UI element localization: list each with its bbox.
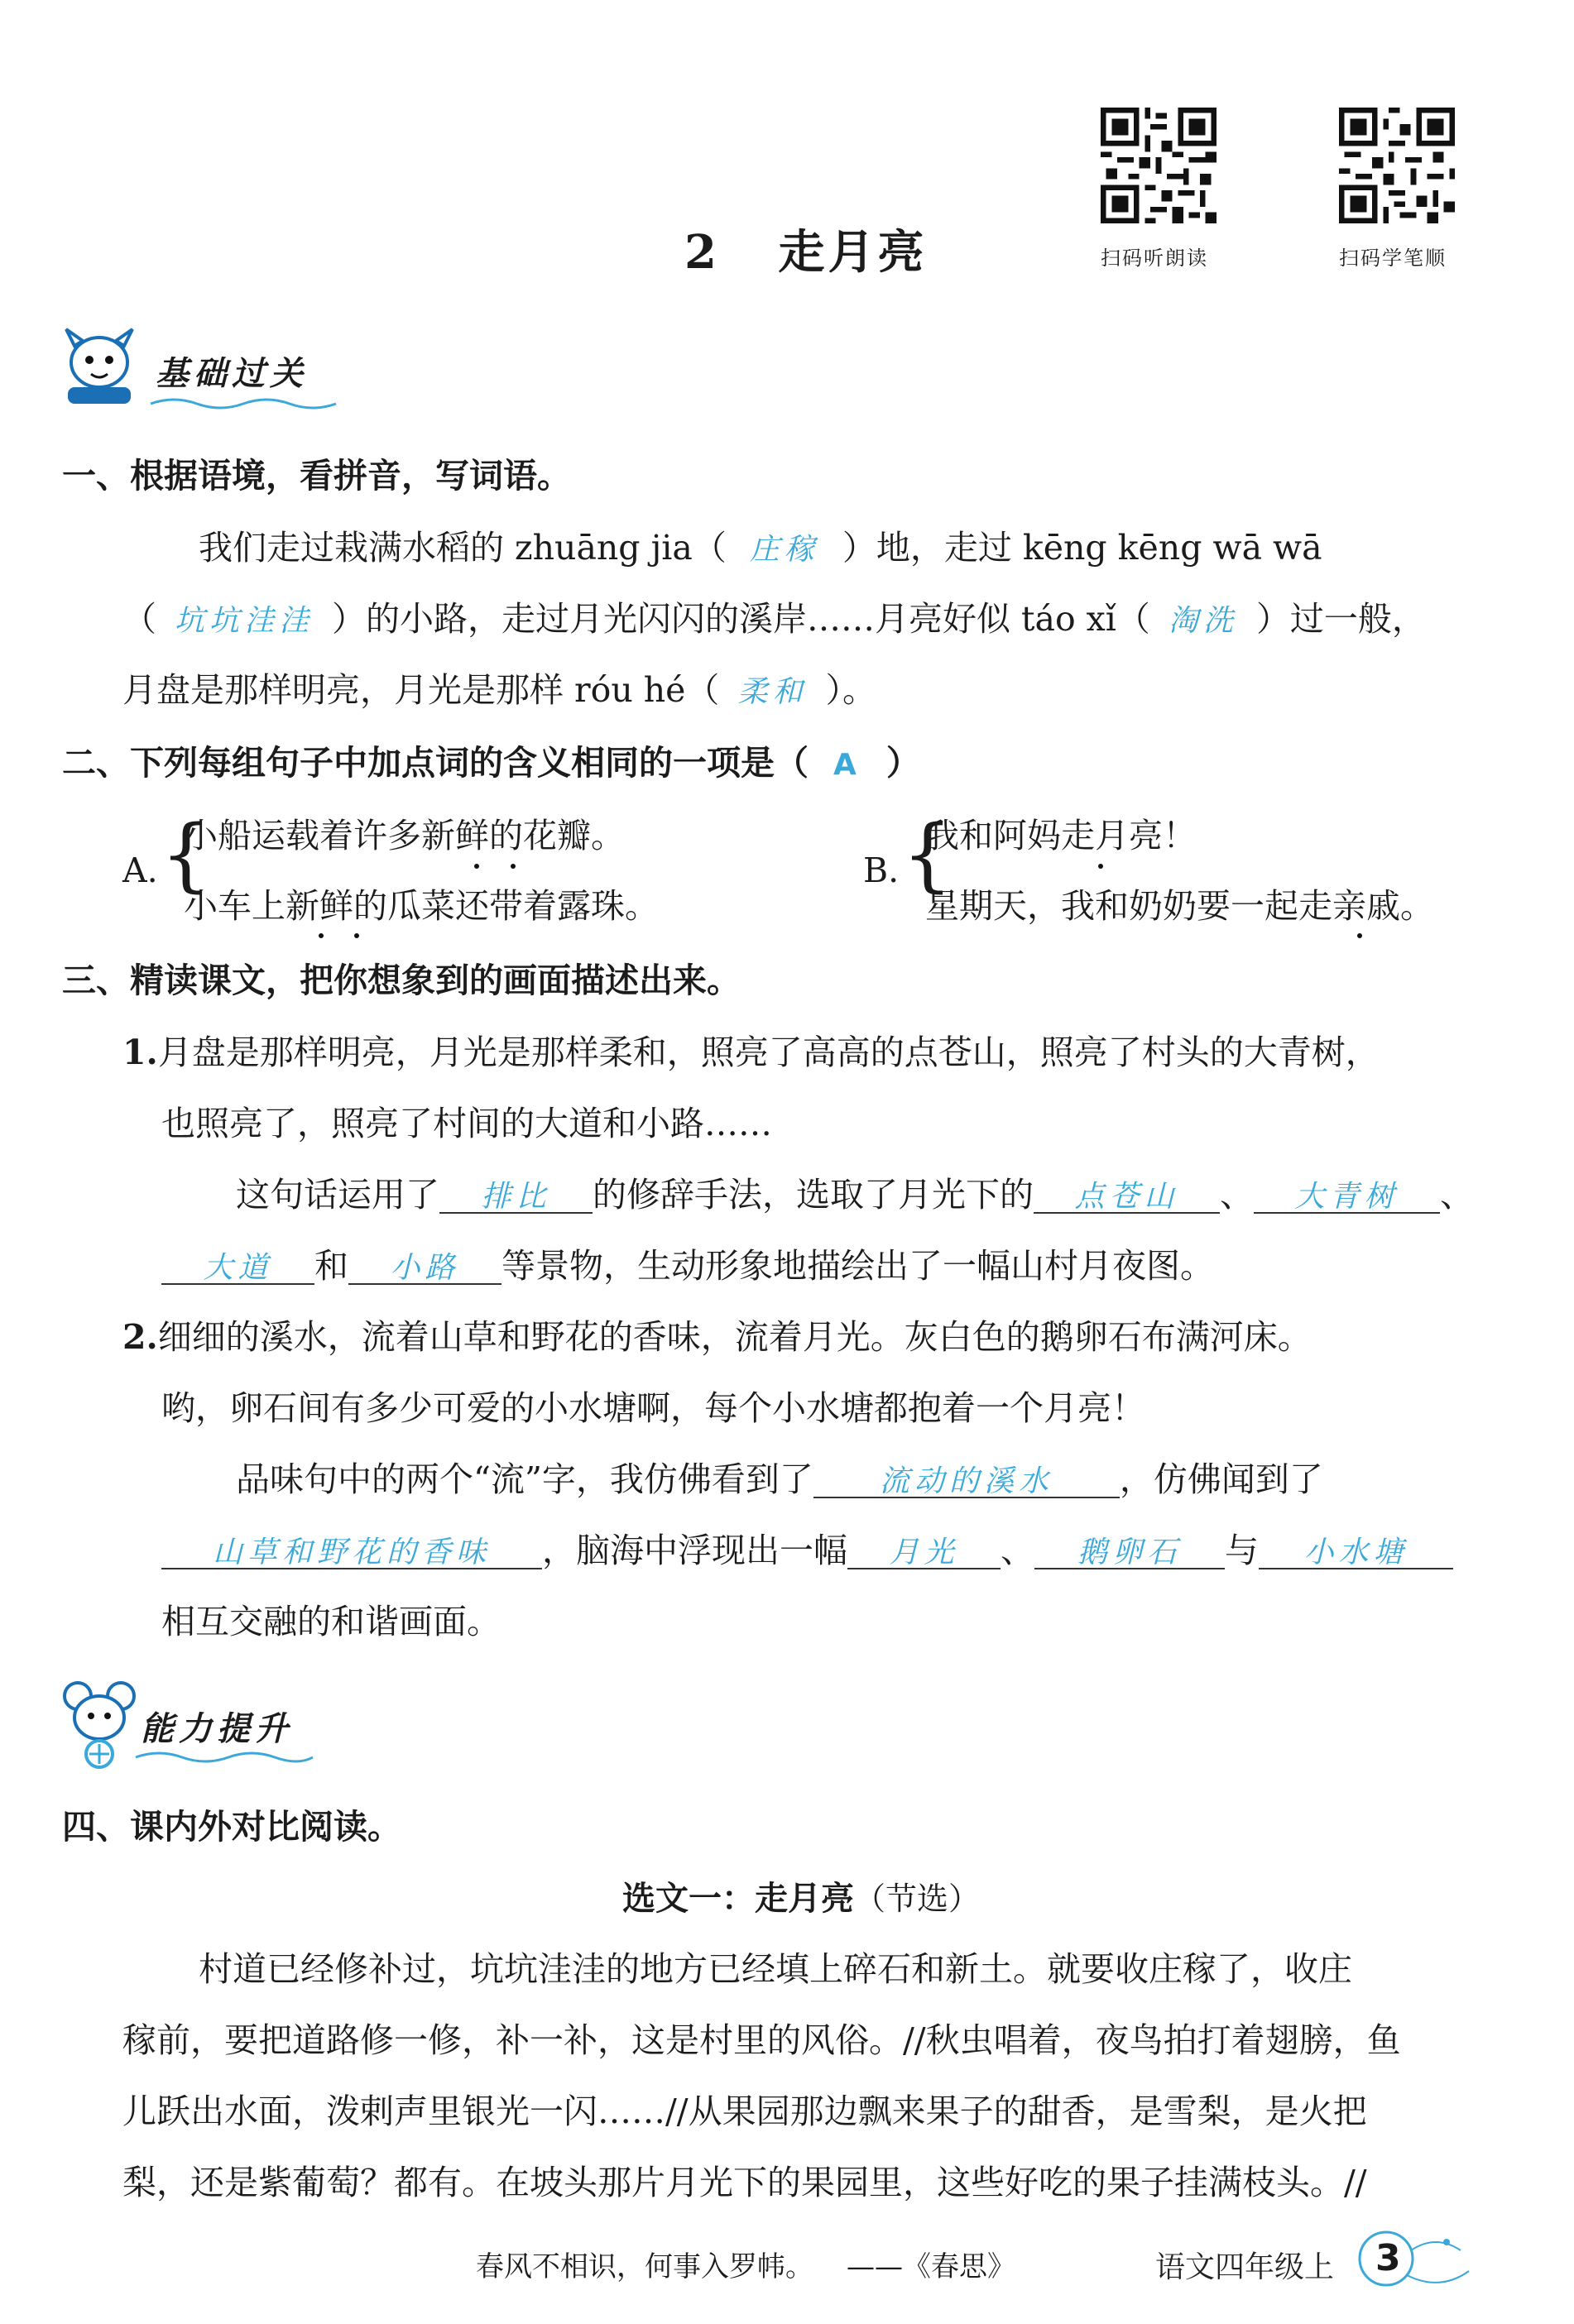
brace-b: { (902, 808, 953, 901)
passage-line4: 梨，还是紫葡萄？都有。在坡头那片月光下的果园里，这些好吃的果子挂满枝头。// (122, 2163, 1367, 2202)
lesson-name: 走月亮 (778, 225, 928, 280)
answer-eluanshi: 鹅卵石 (1034, 1538, 1225, 1569)
answer-liudong: 流动的溪水 (813, 1467, 1120, 1498)
answer-zhuangjia: 庄稼 (749, 533, 819, 567)
passage-line2: 稼前，要把道路修一修，补一补，这是村里的风俗。//秋虫唱着，夜鸟拍打着翅膀，鱼 (122, 2020, 1401, 2060)
q3-p2-q-line1: 品味句中的两个“流”字，我仿佛看到了 流动的溪水 ，仿佛闻到了 (236, 1459, 1323, 1499)
passage-line3: 儿跃出水面，泼剌声里银光一闪……//从果园那边飘来果子的甜香，是雪梨，是火把 (122, 2092, 1367, 2131)
q3-p1-q-line1: 这句话运用了 排比 的修辞手法，选取了月光下的 点苍山 、 大青树 、 (236, 1175, 1474, 1215)
q3-title: 三、精读课文，把你想象到的画面描述出来。 (62, 961, 741, 1000)
q3-p1-line2: 也照亮了，照亮了村间的大道和小路…… (161, 1104, 772, 1143)
footer-quote: 春风不相识，何事入罗帏。 ——《春思》 (476, 2250, 1015, 2283)
answer-xiangwei: 山草和野花的香味 (161, 1538, 542, 1569)
q3-p2-line1: 2.细细的溪水，流着山草和野花的香味，流着月光。灰白色的鹅卵石布满河床。 (122, 1317, 1312, 1357)
answer-taoxi: 淘洗 (1168, 604, 1238, 638)
q1-line2: （ 坑坑洼洼 ）的小路，走过月光闪闪的溪岸……月亮好似 táo xǐ（ 淘洗 ）过一般， (122, 599, 1426, 639)
answer-daqingshu: 大青树 (1254, 1182, 1440, 1214)
q2-b2: 星期天，我和奶奶要一起走亲戚。 (925, 886, 1434, 926)
q3-p2-q-line2: 山草和野花的香味 ，脑海中浮现出一幅 月光 、 鹅卵石 与 小水塘 (161, 1534, 1453, 1569)
q3-p2-line2: 哟，卵石间有多少可爱的小水塘啊，每个小水塘都抱着一个月亮！ (161, 1388, 1145, 1428)
page-number: 3 (1375, 2237, 1401, 2279)
answer-xiaoshuitang: 小水塘 (1259, 1538, 1453, 1569)
q2-option-b-label: B. (863, 851, 900, 890)
emphasis-dot (474, 864, 479, 869)
qr-code-icon (1339, 108, 1455, 223)
q3-p1-q-line2: 大道 和 小路 等景物，生动形象地描绘出了一幅山村月夜图。 (161, 1249, 1214, 1285)
qr-listen[interactable] (1101, 108, 1216, 227)
emphasis-dot (1098, 864, 1103, 869)
answer-yueguang: 月光 (847, 1538, 1001, 1569)
wave-underline (134, 1747, 316, 1764)
qr-strokes[interactable] (1339, 108, 1455, 227)
passage-line1: 村道已经修补过，坑坑洼洼的地方已经填上碎石和新土。就要收庄稼了，收庄 (199, 1949, 1352, 1989)
passage-title: 选文一：走月亮（节选） (622, 1880, 981, 1918)
lesson-number: 2 (684, 225, 720, 280)
q3-p1-line1: 1.月盘是那样明亮，月光是那样柔和，照亮了高高的点苍山，照亮了村头的大青树， (122, 1033, 1380, 1072)
emphasis-dot (319, 933, 324, 938)
emphasis-dot (354, 933, 359, 938)
answer-dadao: 大道 (161, 1253, 314, 1285)
wave-underline (149, 394, 339, 410)
emphasis-dot (1357, 933, 1362, 938)
q2-title: 二、下列每组句子中加点词的含义相同的一项是（ A ） (62, 743, 920, 783)
brace-a: { (161, 808, 212, 901)
q2-a1: 小船运载着许多新鲜的花瓣。 (184, 816, 625, 855)
q1-line1: 我们走过栽满水稻的 zhuāng jia（ 庄稼 ）地，走过 kēng kēng wā wā (199, 528, 1322, 568)
qr-code-icon (1101, 108, 1216, 223)
qr-caption-listen: 扫码听朗读 (1101, 247, 1208, 270)
answer-paibi: 排比 (439, 1182, 593, 1214)
q1-line3: 月盘是那样明亮，月光是那样 róu hé（ 柔和 ）。 (122, 670, 876, 710)
section-advance: 能力提升 (141, 1710, 293, 1748)
answer-rouhe: 柔和 (737, 675, 808, 709)
q1-title: 一、根据语境，看拼音，写词语。 (62, 456, 571, 496)
answer-q2: A (833, 748, 861, 782)
q2-option-a-label: A. (122, 851, 158, 890)
lesson-title (645, 161, 927, 282)
answer-xiaolu: 小路 (348, 1253, 501, 1285)
q2-b1: 我和阿妈走月亮！ (925, 816, 1197, 855)
answer-kengkeng: 坑坑洼洼 (175, 604, 314, 638)
mascot-goat (50, 314, 149, 417)
page-decoration (1349, 2226, 1473, 2300)
goat-mascot-icon (50, 314, 149, 414)
q4-title: 四、课内外对比阅读。 (62, 1807, 401, 1847)
q2-a2: 小车上新鲜的瓜菜还带着露珠。 (184, 886, 659, 926)
emphasis-dot (511, 864, 516, 869)
qr-caption-strokes: 扫码学笔顺 (1339, 247, 1447, 270)
q3-p2-q-line3: 相互交融的和谐画面。 (161, 1602, 501, 1641)
grade-label: 语文四年级上 (1155, 2250, 1335, 2284)
section-basic: 基础过关 (156, 355, 308, 393)
answer-diancangshan: 点苍山 (1034, 1182, 1220, 1214)
